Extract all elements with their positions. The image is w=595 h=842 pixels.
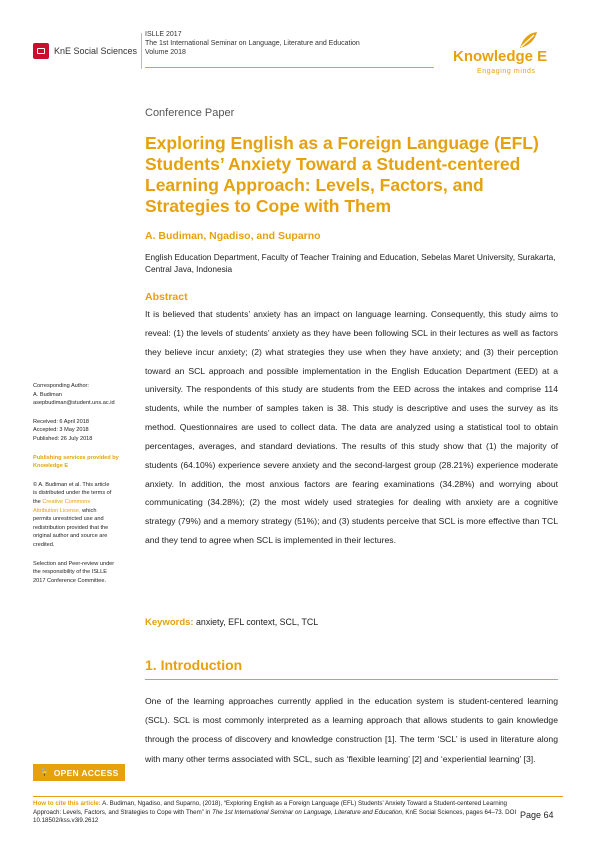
introduction-text: One of the learning approaches currently applied in the education system is student-centered learning (SCL). SCL is most commonly interpreted as a learning approach that allows students to gain knowledge through the process of discovery and knowledge construction [1]. The term ‘SCL’ is used in literature along with many other terms associated with SCL, such as ‘flexible learning’ [2] and ‘experiential learning’ [3]. [145, 696, 558, 764]
keywords-label: Keywords: [145, 617, 194, 628]
open-access-label: OPEN ACCESS [53, 767, 119, 778]
cite-tail: , KnE Social Sciences, pages 64–73. DOI 10.18502/kss.v3i9.2612 [33, 808, 517, 825]
publishing-services [33, 454, 139, 471]
license-line: is distributed under the terms of [33, 490, 112, 497]
open-lock-icon: 🔓 [39, 768, 50, 777]
license-line-with-link [33, 507, 139, 516]
citation [33, 800, 523, 826]
corresponding-label: Corresponding Author: [33, 383, 89, 389]
abstract-text: It is believed that students’ anxiety has an impact on language learning. Consequently, this study aims to reveal: (1) the levels of students’ anxiety as they have been following SCL in their lectures as well as factors they believe incur anxiety; (2) what strategies they use when they have anxiety; and (3) their perception toward an SCL approach and possible implementation in the English Education Department (EED) at a university. The respondents of this study are students from the EED across the intakes and comprise 114 students, while the number of samples taken is 38. This study is descriptive and uses the survey as its method. Questionnaires are used to collect data. The data are analyzed using a statistical tool to obtain percentages, averages, and standard deviations. The results of this study show that (1) the majority of students (64.10%) experience severe anxiety and the second-largest group (28.21%) experience moderate anxiety. In addition, the most anxious factors are fearing examinations (34.28%) and worrying about communicating (34.28%); (2) the most widely used strategies for dealing with anxiety are a cognitive strategy (79%) and a memory strategy (51%); and (3) students perceive that SCL is more effective than TCL and they tend to agree when SCL is implemented in their lectures. [145, 309, 558, 546]
selection-line: the responsibility of the ISLLE [33, 569, 108, 576]
open-access-badge[interactable] [33, 764, 125, 781]
knowledge-e-logo [445, 30, 565, 80]
footer-rule [33, 796, 563, 797]
cite-label: How to cite this article: [33, 800, 101, 807]
introduction-heading: 1. Introduction [145, 657, 243, 673]
journal-line: Volume 2018 [145, 49, 186, 56]
cite-text: A. Budiman, Ngadiso, and Suparno, (2018), “Exploring English as a Foreign Language (EFL) Students’ Anxiety Toward a Student-centered Learning Approach: Levels, Factors, and Strategies to Cope with Them” in [33, 800, 507, 816]
license-line: redistribution provided that the [33, 524, 109, 531]
abstract-heading: Abstract [145, 291, 188, 303]
license-line: © A. Budiman et al. This article [33, 481, 110, 488]
keywords [145, 617, 318, 628]
paper-title: Exploring English as a Foreign Language (EFL) Students’ Anxiety Toward a Student-centered Learning Approach: Levels, Factors, and Strategies to Cope with Them [145, 133, 539, 216]
license-text: the [33, 498, 41, 505]
received-date: Received: 6 April 2018 [33, 418, 89, 425]
peer-review-notice [33, 560, 139, 586]
license-link[interactable]: Creative Commons [42, 498, 91, 505]
section-type: Conference Paper [145, 107, 235, 119]
cite-venue: The 1st International Seminar on Language, Literature and Education [212, 808, 402, 816]
license-link[interactable]: Attribution License, [33, 507, 81, 514]
header-rule [145, 67, 434, 68]
selection-line: 2017 Conference Committee. [33, 577, 107, 584]
publisher-logo-text: KnE Social Sciences [54, 46, 138, 56]
corresponding-email[interactable]: asepbudiman@student.uns.ac.id [33, 400, 115, 407]
license-line: original author and source are [33, 533, 108, 540]
license-line: permits unrestricted use and [33, 516, 104, 523]
corresponding-author [33, 382, 139, 408]
license-line-with-link [33, 498, 139, 507]
publishing-services-line: Knowledge E [33, 463, 69, 470]
selection-line: Selection and Peer-review under [33, 560, 115, 567]
corresponding-name: A. Budiman [33, 391, 62, 398]
page-number: Page 64 [520, 810, 554, 820]
keywords-list: anxiety, EFL context, SCL, TCL [196, 617, 319, 627]
journal-info [145, 30, 360, 57]
published-date: Published: 26 July 2018 [33, 435, 93, 442]
publication-dates [33, 418, 139, 444]
journal-line: ISLLE 2017 [145, 31, 182, 38]
authors: A. Budiman, Ngadiso, and Suparno [145, 230, 321, 242]
leaf-icon [517, 30, 539, 50]
kne-logo-icon [33, 43, 49, 59]
publishing-services-line: Publishing services provided by [33, 454, 119, 461]
license-notice [33, 481, 139, 550]
affiliation: English Education Department, Faculty of Teacher Training and Education, Sebelas Maret University, Surakarta, Central Java, Indonesia [145, 252, 556, 274]
header-divider [141, 33, 142, 69]
journal-line: The 1st International Seminar on Language, Literature and Education [145, 40, 360, 47]
introduction-rule [145, 679, 558, 680]
license-line: credited. [33, 541, 55, 548]
sidebar [33, 382, 139, 595]
kne-social-sciences-logo [33, 42, 139, 60]
license-text: which [82, 507, 97, 514]
brand-tagline: Engaging minds [477, 68, 536, 75]
brand-name: Knowledge E [453, 48, 548, 65]
accepted-date: Accepted: 3 May 2018 [33, 427, 89, 434]
